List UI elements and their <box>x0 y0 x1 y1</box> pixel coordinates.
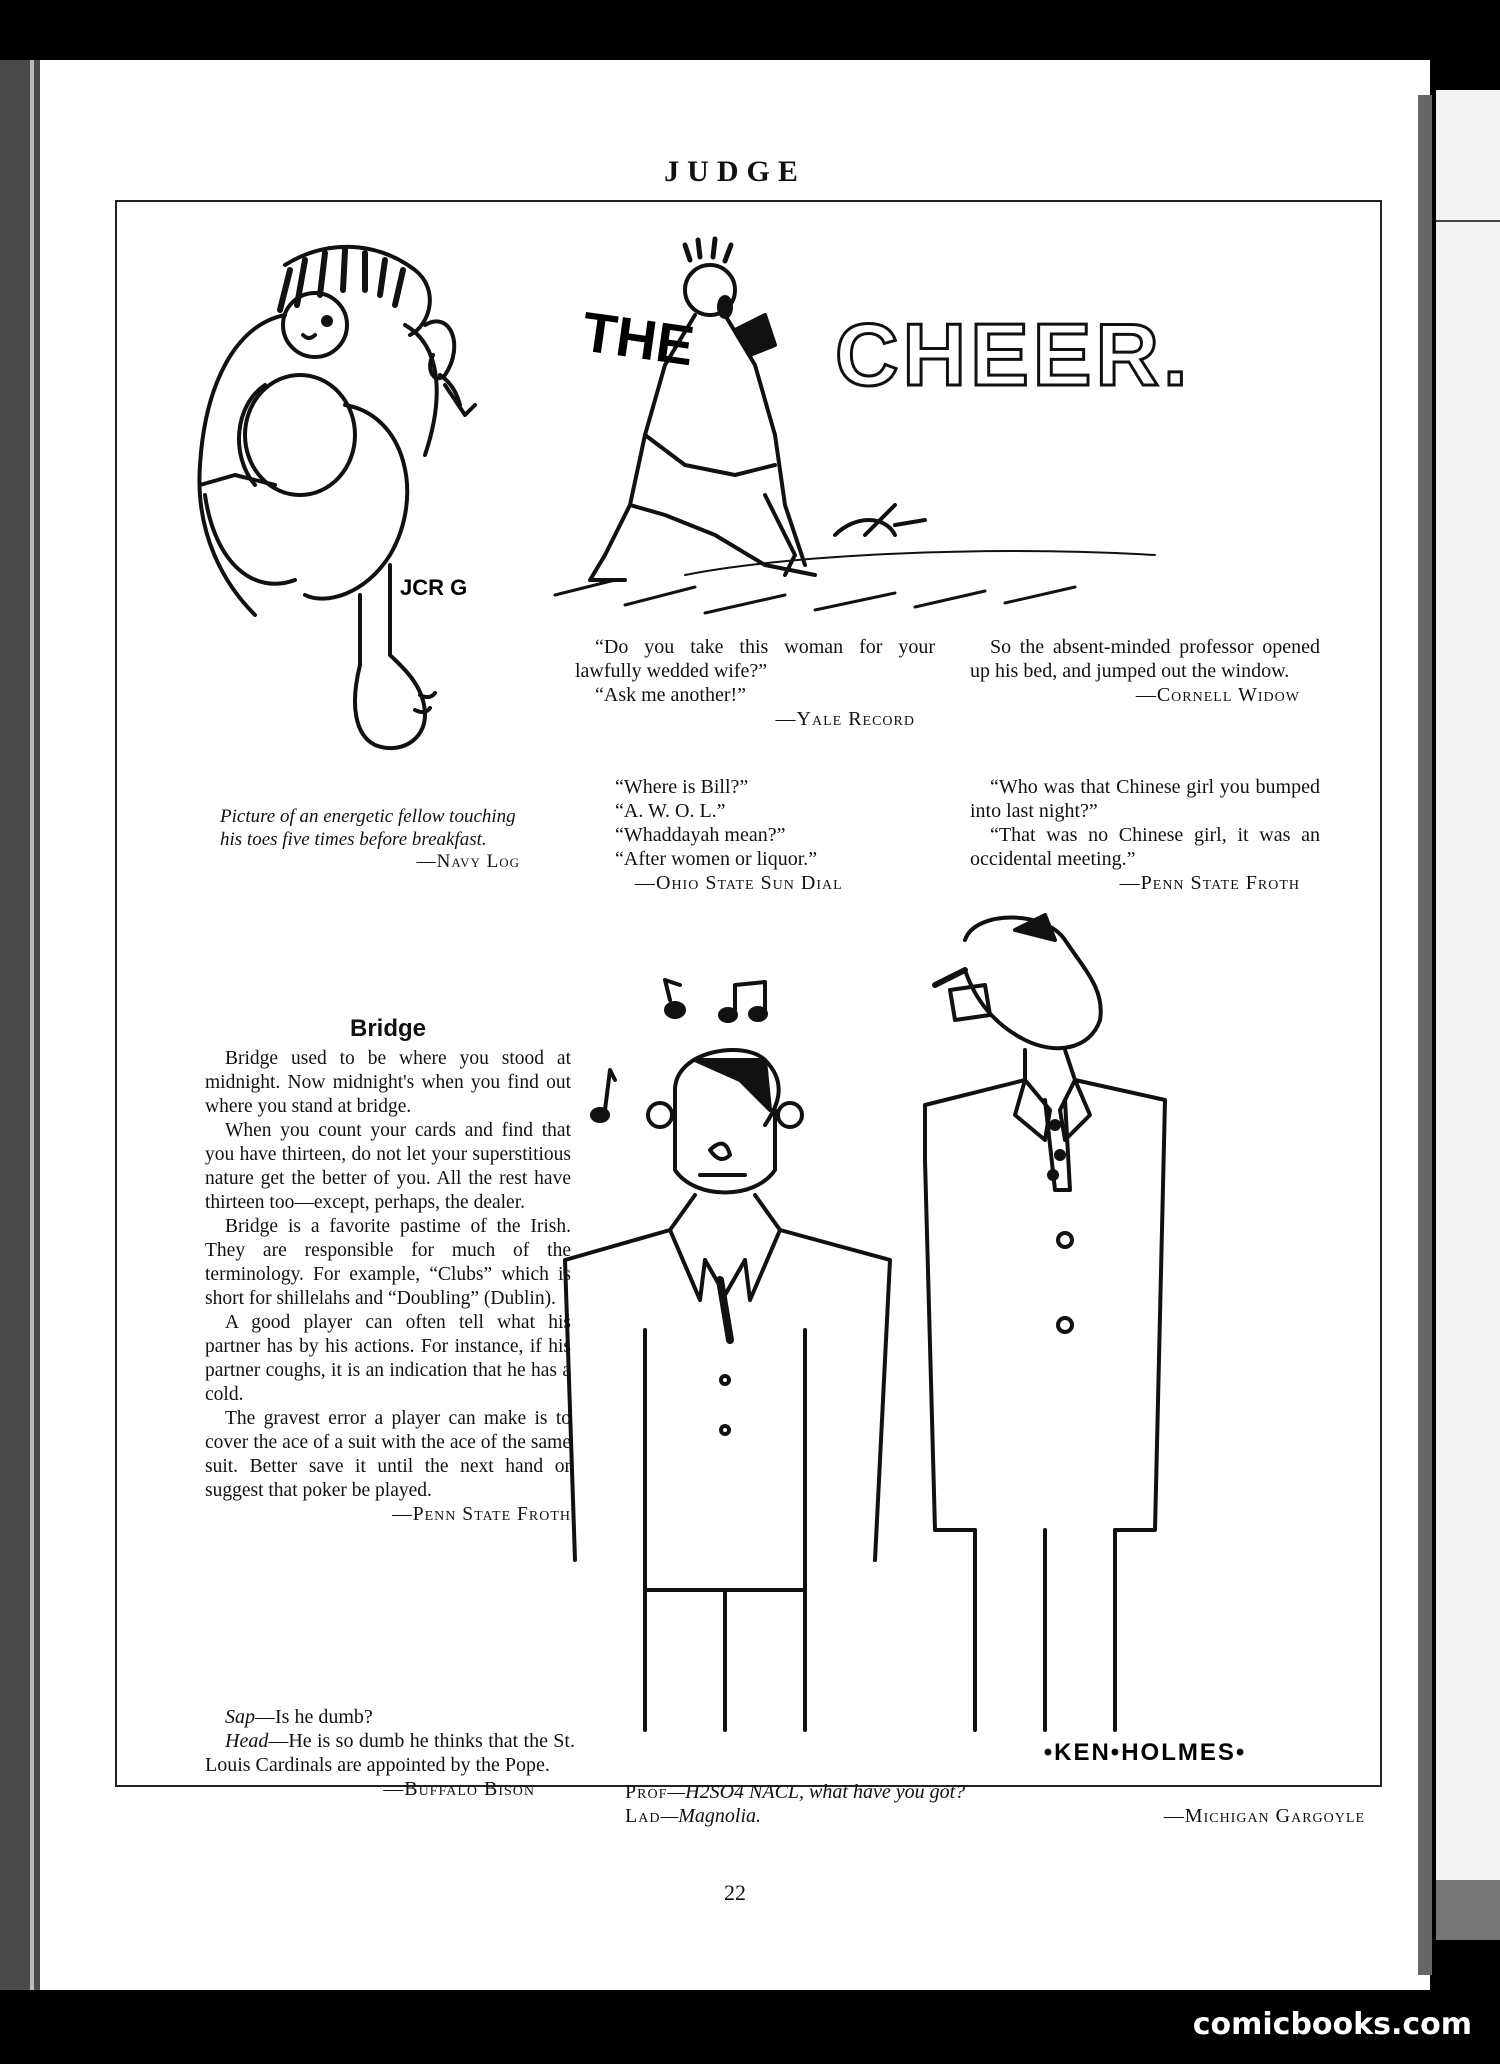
bridge-article <box>205 1017 571 1527</box>
next-page-edge <box>1436 90 1500 1940</box>
speaker-lad: Lad <box>625 1805 661 1827</box>
joke-source: —Yale Record <box>775 708 915 730</box>
cartoon-the-cheer <box>535 235 1365 630</box>
caption-prof-and-lad <box>625 1780 1365 1828</box>
joke-line: “Where is Bill?” <box>615 776 749 798</box>
joke-line: “Who was that Chinese girl you bumped into last night?” <box>970 776 1320 822</box>
article-paragraph: The gravest error a player can make is to cover the ace of a suit with the ace of the same suit. Better save it until the next hand or suggest that poker be played. <box>205 1408 571 1501</box>
cartoon-signature: JCR G <box>400 575 468 600</box>
article-paragraph: Bridge used to be where you stood at midnight. Now midnight's when you find out where you stand at bridge. <box>205 1048 571 1117</box>
caption-toe-toucher <box>220 805 520 873</box>
joke-yale-record <box>575 635 935 731</box>
caption-line-prof <box>625 1780 1365 1804</box>
cartoon-toe-toucher <box>175 235 505 865</box>
speaker-head: Head <box>225 1730 269 1752</box>
joke-source: —Buffalo Bison <box>383 1778 535 1800</box>
speaker-prof: Prof <box>625 1781 668 1803</box>
joke-buffalo-bison <box>205 1705 575 1801</box>
cartoon-signature: •KEN•HOLMES• <box>1043 1739 1247 1766</box>
dialogue-line: —Magnolia. <box>660 1805 761 1827</box>
page-number: 22 <box>724 1880 746 1905</box>
joke-cornell-widow <box>970 635 1320 707</box>
article-paragraph: When you count your cards and find that you have thirteen, do not let your superstitious nature get the better of you. All the rest have thirteen too—except, perhaps, the dealer. <box>205 1120 571 1213</box>
article-source: —Penn State Froth <box>392 1504 571 1525</box>
dialogue-line: —He is so dumb he thinks that the St. Louis Cardinals are appointed by the Pope. <box>205 1730 575 1776</box>
joke-penn-state-chinese <box>970 775 1320 895</box>
caption-source: —Navy Log <box>416 851 520 872</box>
caption-source: —Michigan Gargoyle <box>1163 1805 1365 1827</box>
page-right-edge <box>1418 95 1432 1975</box>
dialogue-line: —Is he dumb? <box>255 1706 373 1728</box>
article-paragraph: Bridge is a favorite pastime of the Irish. They are responsible for much of the terminology. For example, “Clubs” which is short for shillelahs and “Doubling” (Dublin). <box>205 1216 571 1309</box>
cheer-title-cheer: CHEER. <box>835 305 1192 404</box>
dialogue-line: —H2SO4 NACL, what have you got? <box>667 1781 966 1803</box>
joke-line: “A. W. O. L.” <box>615 800 726 822</box>
article-title: Bridge <box>349 1015 426 1042</box>
cheer-title-the: THE <box>578 299 699 378</box>
joke-source: —Penn State Froth <box>1119 872 1300 894</box>
magazine-page <box>40 60 1430 1990</box>
joke-source: —Cornell Widow <box>1135 684 1300 706</box>
caption-text: Picture of an energetic fellow touching his toes five times before breakfast. <box>220 806 516 850</box>
book-spine-left <box>0 60 40 1990</box>
speaker-sap: Sap <box>225 1706 255 1728</box>
cartoon-prof-and-lad <box>545 910 1365 1830</box>
joke-text: So the absent-minded professor opened up his bed, and jumped out the window. <box>970 636 1320 682</box>
joke-line: “After women or liquor.” <box>615 848 818 870</box>
caption-line-lad <box>625 1804 1365 1828</box>
joke-source: —Ohio State Sun Dial <box>635 872 843 894</box>
masthead: JUDGE <box>664 155 806 188</box>
article-paragraph: A good player can often tell what his partner has by his actions. For instance, if his partner coughs, it is an indication that he has a cold. <box>205 1312 571 1405</box>
joke-line: “Do you take this woman for your lawfully wedded wife?” <box>575 636 935 682</box>
joke-line: “Ask me another!” <box>595 684 747 706</box>
joke-ohio-state <box>595 775 935 895</box>
joke-line: “Whaddayah mean?” <box>615 824 786 846</box>
joke-line: “That was no Chinese girl, it was an occidental meeting.” <box>970 824 1320 870</box>
watermark: comicbooks.com <box>1192 2007 1472 2042</box>
